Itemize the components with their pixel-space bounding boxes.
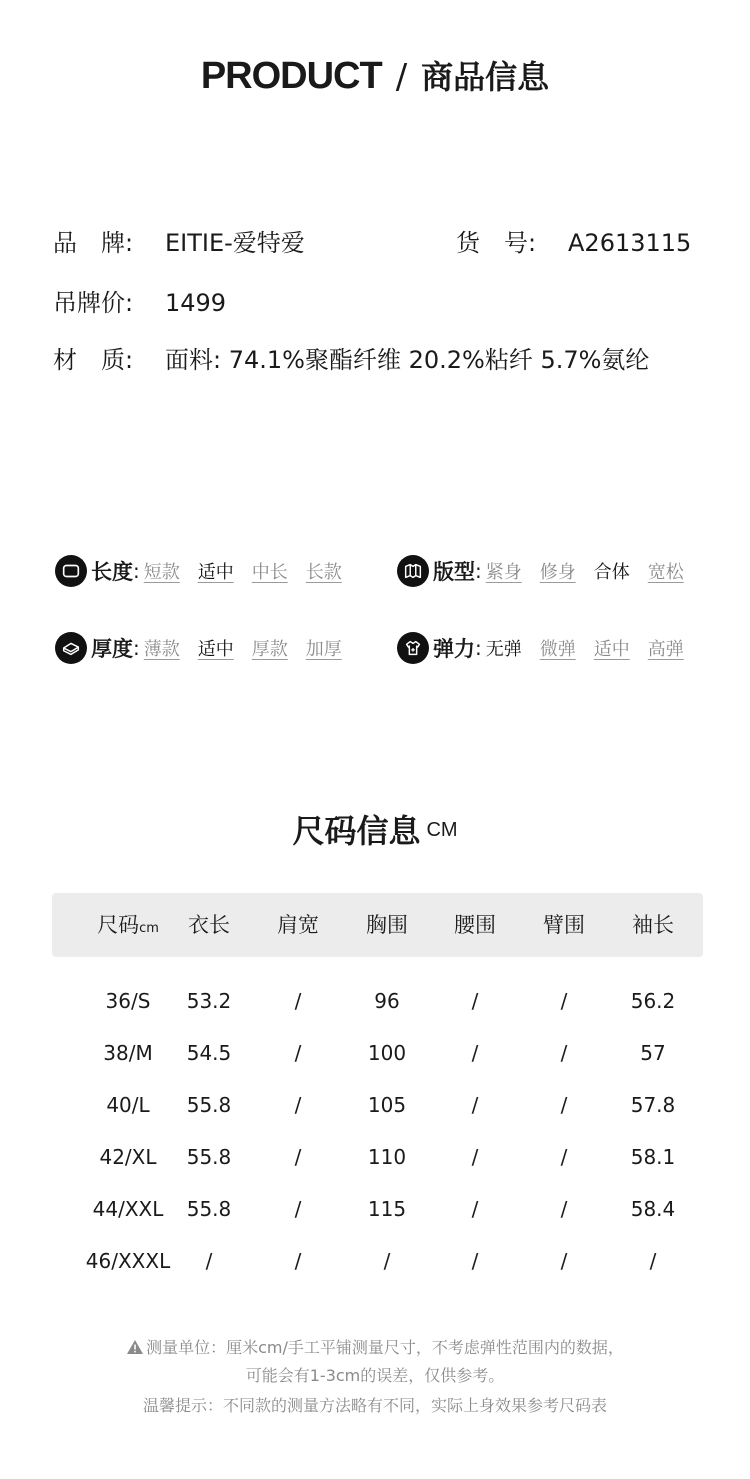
table-cell: 105	[367, 1093, 407, 1117]
header-title-cn: 商品信息	[421, 58, 550, 96]
table-cell: /	[471, 1197, 479, 1221]
attr-fit-label: 版型	[433, 560, 475, 584]
option-length-medium: 适中	[197, 562, 234, 583]
table-cell: /	[205, 1249, 213, 1273]
attr-thickness	[55, 632, 360, 664]
option-thickness-medium: 适中	[197, 639, 234, 660]
option-length-short: 短款	[143, 562, 180, 583]
size-table-body	[52, 975, 703, 1287]
option-stretch-slight: 微弹	[539, 639, 576, 660]
table-header-cell	[78, 893, 178, 961]
brand-row	[53, 228, 305, 258]
table-cell: 46/XXXL	[85, 1249, 171, 1273]
table-row	[52, 1235, 703, 1287]
table-cell: /	[560, 1145, 568, 1169]
table-cell: /	[471, 1093, 479, 1117]
attr-fit	[397, 555, 702, 587]
table-header-cell: 胸围	[366, 913, 408, 937]
option-fit-loose: 宽松	[647, 562, 684, 583]
length-icon	[55, 555, 87, 587]
table-cell: /	[560, 1093, 568, 1117]
sku-row	[456, 228, 691, 258]
table-cell: /	[560, 1041, 568, 1065]
material-row	[53, 345, 649, 375]
table-row	[52, 1079, 703, 1131]
material-label: 材 质:	[53, 346, 134, 374]
brand-value: EITIE-爱特爱	[165, 229, 305, 257]
note-line-2: 可能会有1-3cm的误差，仅供参考。	[245, 1366, 505, 1385]
table-header-cell: 肩宽	[277, 913, 319, 937]
table-cell: 54.5	[186, 1041, 232, 1065]
table-cell: 36/S	[105, 989, 151, 1013]
header-unit: cm	[139, 921, 159, 936]
table-cell: 110	[367, 1145, 407, 1169]
brand-label: 品 牌:	[53, 229, 134, 257]
option-fit-tight: 紧身	[485, 562, 522, 583]
table-cell: 58.1	[630, 1145, 676, 1169]
stretch-icon	[397, 632, 429, 664]
table-row	[52, 1027, 703, 1079]
price-row	[53, 288, 226, 318]
table-cell: 40/L	[106, 1093, 150, 1117]
table-cell: 56.2	[630, 989, 676, 1013]
table-cell: /	[294, 989, 302, 1013]
sku-value: A2613115	[568, 229, 692, 257]
note-line-1: 测量单位：厘米cm/手工平铺测量尺寸，不考虑弹性范围内的数据，	[146, 1338, 624, 1357]
price-label: 吊牌价:	[53, 289, 134, 317]
header-slash: /	[395, 57, 408, 97]
attr-stretch-label: 弹力	[433, 637, 475, 661]
option-length-midlong: 中长	[251, 562, 288, 583]
price-value: 1499	[165, 289, 227, 317]
material-value: 面料: 74.1%聚酯纤维 20.2%粘纤 5.7%氨纶	[165, 346, 650, 374]
option-fit-regular: 合体	[593, 562, 630, 583]
table-cell: /	[294, 1145, 302, 1169]
option-stretch-medium: 适中	[593, 639, 630, 660]
table-row	[52, 1131, 703, 1183]
size-title-text: 尺码信息	[292, 812, 421, 850]
table-cell: /	[560, 1249, 568, 1273]
table-cell: /	[471, 1249, 479, 1273]
attr-colon: :	[475, 559, 482, 583]
note-measure	[0, 1334, 750, 1364]
table-cell: 96	[374, 989, 400, 1013]
option-thickness-thick: 厚款	[251, 639, 288, 660]
attr-colon: :	[133, 559, 140, 583]
warning-icon	[126, 1336, 144, 1364]
table-header-cell: 腰围	[454, 913, 496, 937]
note-tip: 温馨提示：不同款的测量方法略有不同，实际上身效果参考尺码表	[142, 1396, 607, 1415]
table-cell: /	[294, 1197, 302, 1221]
header-size: 尺码	[97, 913, 140, 937]
sku-label: 货 号:	[456, 229, 537, 257]
size-section-title	[0, 806, 750, 852]
attr-length	[55, 555, 360, 587]
page-header	[0, 52, 750, 98]
attr-thickness-label: 厚度	[91, 637, 133, 661]
attr-length-label: 长度	[91, 560, 133, 584]
table-row	[52, 975, 703, 1027]
option-fit-slim: 修身	[539, 562, 576, 583]
table-cell: 100	[367, 1041, 407, 1065]
table-cell: /	[649, 1249, 657, 1273]
table-cell: /	[294, 1041, 302, 1065]
thickness-icon	[55, 632, 87, 664]
table-cell: 55.8	[186, 1145, 232, 1169]
table-cell: 42/XL	[99, 1145, 157, 1169]
table-row	[52, 1183, 703, 1235]
table-cell: /	[383, 1249, 391, 1273]
table-cell: 57.8	[630, 1093, 676, 1117]
table-cell: 57	[640, 1041, 666, 1065]
option-thickness-extra: 加厚	[305, 639, 342, 660]
size-table-header	[52, 893, 703, 957]
table-cell: /	[294, 1093, 302, 1117]
table-cell: /	[471, 989, 479, 1013]
table-cell: 115	[367, 1197, 407, 1221]
table-cell: /	[471, 1145, 479, 1169]
option-stretch-high: 高弹	[647, 639, 684, 660]
attr-stretch	[397, 632, 702, 664]
table-cell: /	[560, 989, 568, 1013]
table-cell: /	[560, 1197, 568, 1221]
table-header-cell: 袖长	[632, 913, 674, 937]
table-cell: 55.8	[186, 1197, 232, 1221]
size-title-unit: CM	[426, 819, 458, 841]
attr-colon: :	[133, 636, 140, 660]
table-cell: 38/M	[103, 1041, 153, 1065]
table-cell: 58.4	[630, 1197, 676, 1221]
table-cell: 44/XXL	[92, 1197, 164, 1221]
table-header-cell: 衣长	[188, 913, 230, 937]
table-cell: 53.2	[186, 989, 232, 1013]
option-length-long: 长款	[305, 562, 342, 583]
option-thickness-thin: 薄款	[143, 639, 180, 660]
option-stretch-none: 无弹	[485, 639, 522, 660]
header-title-en: PRODUCT	[200, 55, 382, 97]
table-cell: /	[471, 1041, 479, 1065]
attr-colon: :	[475, 636, 482, 660]
table-cell: /	[294, 1249, 302, 1273]
table-cell: 55.8	[186, 1093, 232, 1117]
table-header-cell: 臂围	[543, 913, 585, 937]
fit-icon	[397, 555, 429, 587]
